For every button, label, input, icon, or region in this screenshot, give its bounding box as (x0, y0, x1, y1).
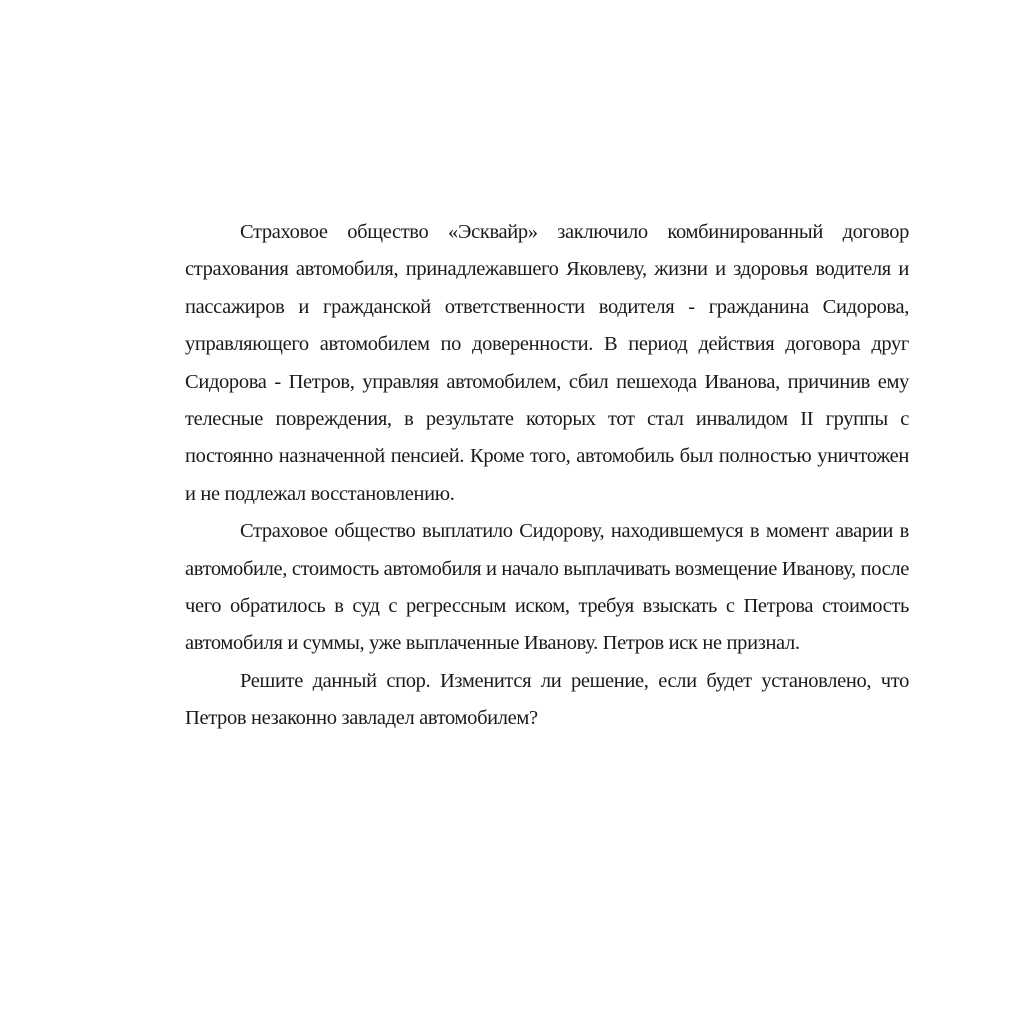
document-body (185, 214, 909, 738)
paragraph-case-description: Страховое общество «Эсквайр» заключило комбинированный договор страхования автомобиля, принадлежавшего Яковлеву, жизни и здоровья водителя и пассажиров и гражданской ответственности водителя - гражданина Сидорова, управляющего автомобилем по доверенности. В период действия договора друг Сидорова - Петров, управляя автомобилем, сбил пешехода Иванова, причинив ему телесные повреждения, в результате которых тот стал инвалидом II группы с постоянно назначенной пенсией. Кроме того, автомобиль был полностью уничтожен и не подлежал восстановлению. (185, 221, 909, 505)
paragraph-insurer-claim: Страховое общество выплатило Сидорову, находившемуся в момент аварии в автомобиле, стоимость автомобиля и начало выплачивать возмещение Иванову, после чего обратилось в суд с регрессным иском, требуя взыскать с Петрова стоимость автомобиля и суммы, уже выплаченные Иванову. Петров иск не признал. (185, 520, 909, 655)
paragraph-task-question: Решите данный спор. Изменится ли решение, если будет установлено, что Петров незаконно завладел автомобилем? (185, 669, 909, 730)
